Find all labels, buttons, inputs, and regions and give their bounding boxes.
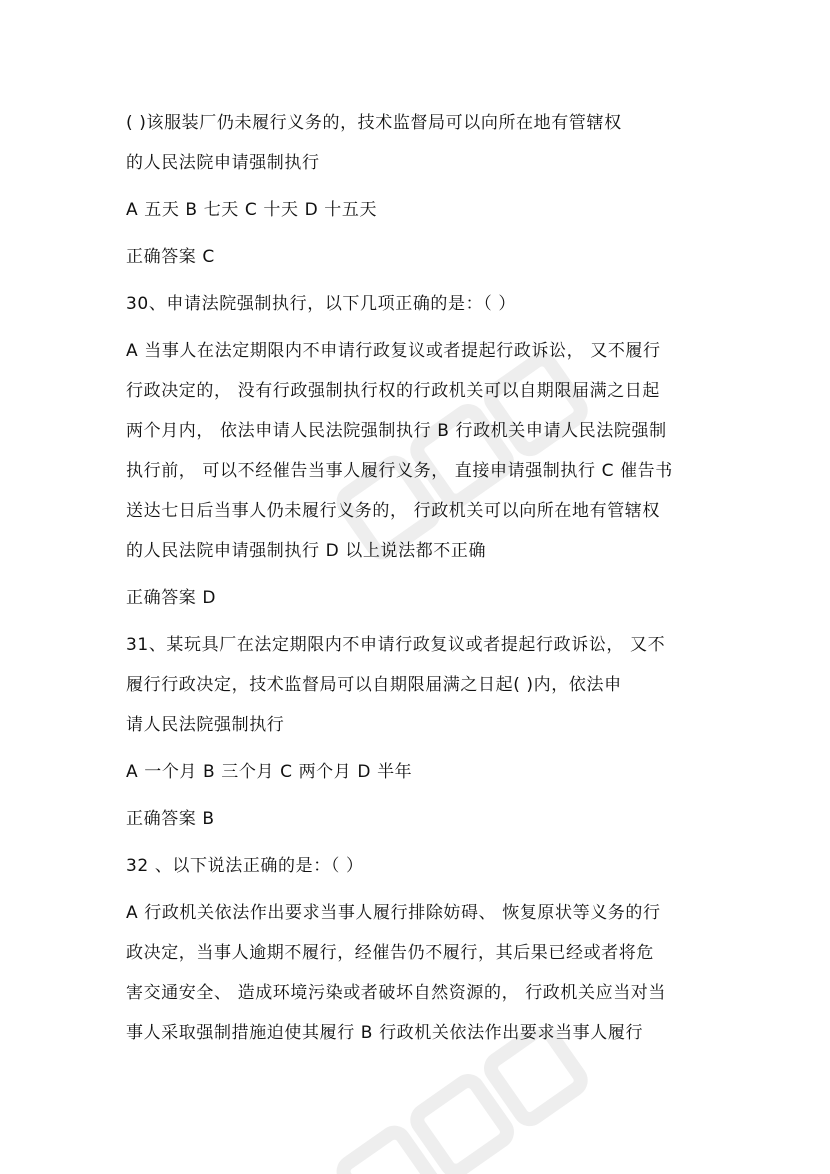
question-title: 30、申请法院强制执行，以下几项正确的是：（ ） (126, 294, 516, 314)
question-text-line: 害交通安全、 造成环境污染或者破坏自然资源的， 行政机关应当对当 (126, 983, 667, 1003)
question-text-line: 履行行政决定，技术监督局可以自期限届满之日起( )内，依法申 (126, 675, 622, 695)
question-block (126, 625, 710, 846)
question-text-line: 送达七日后当事人仍未履行义务的， 行政机关可以向所在地有管辖权 (126, 501, 661, 521)
question-text-line: 行政决定的， 没有行政强制执行权的行政机关可以自期限届满之日起 (126, 381, 661, 401)
question-options: A 一个月 B 三个月 C 两个月 D 半年 (126, 762, 413, 782)
question-text-line: ( )该服装厂仍未履行义务的，技术监督局可以向所在地有管辖权 (126, 113, 622, 133)
document-body (126, 103, 710, 1053)
question-block (126, 284, 710, 625)
question-block (126, 103, 710, 284)
correct-answer: 正确答案 D (126, 588, 217, 608)
question-options: A 五天 B 七天 C 十天 D 十五天 (126, 200, 378, 220)
question-text-line: 的人民法院申请强制执行 D 以上说法都不正确 (126, 541, 487, 561)
question-text-line: 执行前， 可以不经催告当事人履行义务， 直接申请强制执行 C 催告书 (126, 461, 673, 481)
question-text-line: 的人民法院申请强制执行 (126, 153, 320, 173)
question-title: 32 、以下说法正确的是：（ ） (126, 856, 364, 876)
correct-answer: 正确答案 B (126, 809, 215, 829)
question-title: 31、某玩具厂在法定期限内不申请行政复议或者提起行政诉讼， 又不 (126, 635, 666, 655)
question-text-line: 事人采取强制措施迫使其履行 B 行政机关依法作出要求当事人履行 (126, 1023, 644, 1043)
correct-answer: 正确答案 C (126, 247, 215, 267)
question-text-line: 政决定，当事人逾期不履行，经催告仍不履行，其后果已经或者将危 (126, 943, 654, 963)
question-text-line: 两个月内， 依法申请人民法院强制执行 B 行政机关申请人民法院强制 (126, 421, 667, 441)
question-text-line: A 行政机关依法作出要求当事人履行排除妨碍、 恢复原状等义务的行 (126, 903, 661, 923)
question-block (126, 846, 710, 1053)
question-text-line: 请人民法院强制执行 (126, 715, 285, 735)
question-text-line: A 当事人在法定期限内不申请行政复议或者提起行政诉讼， 又不履行 (126, 341, 661, 361)
